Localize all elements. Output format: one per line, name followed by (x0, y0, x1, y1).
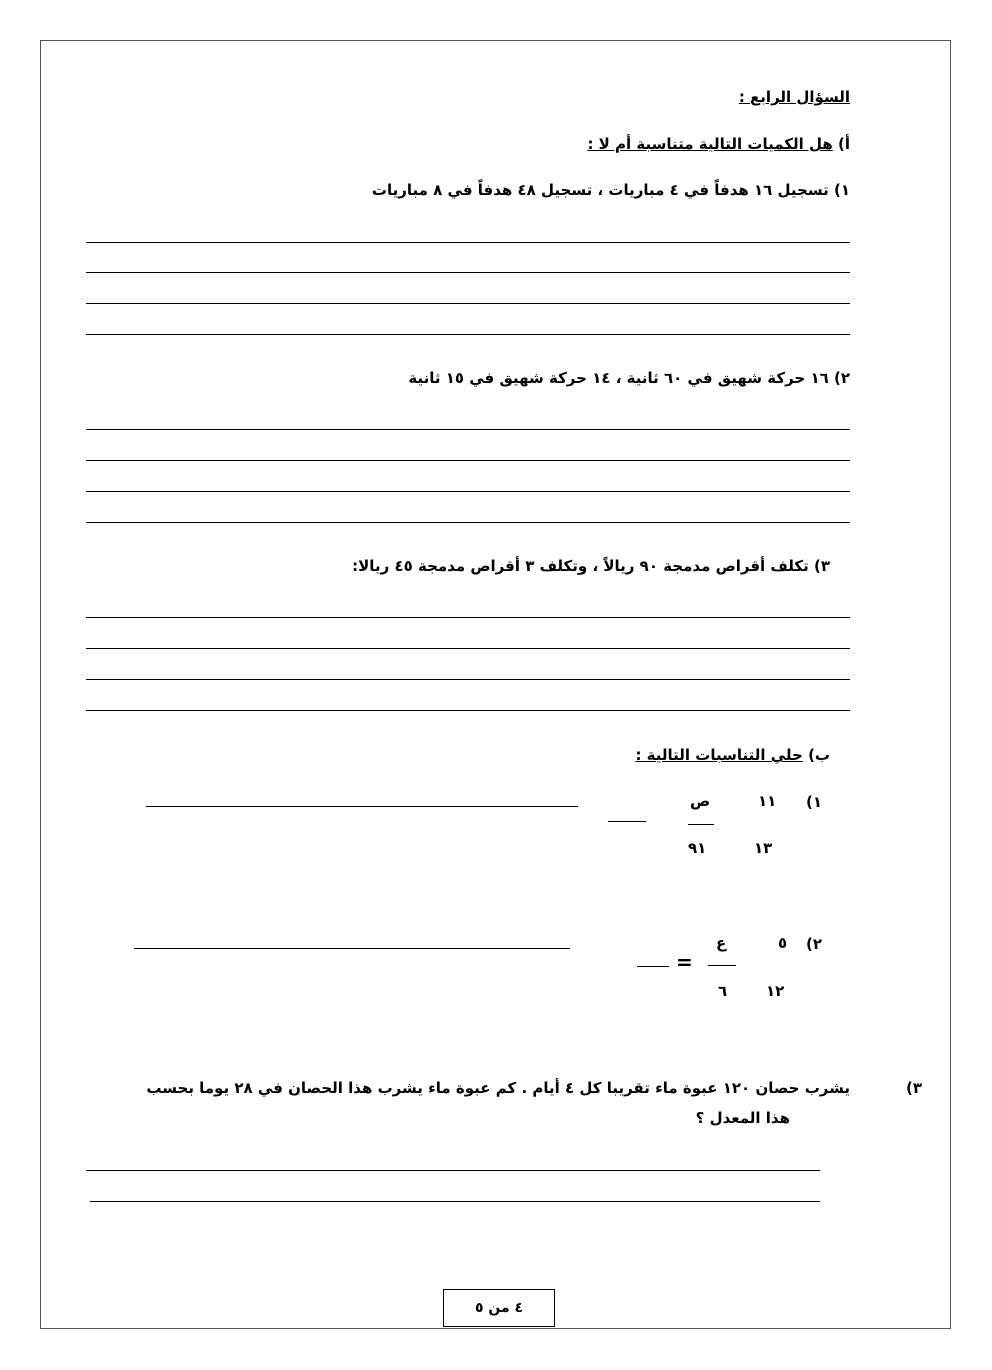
answer-line[interactable] (86, 491, 850, 492)
proportion-1-left-numerator: ١١ (758, 792, 777, 810)
proportion-2-right-numerator: ع (716, 934, 727, 952)
answer-line[interactable] (86, 334, 850, 335)
part-a-item-2: ٢) ١٦ حركة شهيق في ٦٠ ثانية ، ١٤ حركة شهيق في ١٥ ثانية (408, 369, 850, 387)
page-number: ٤ من ٥ (474, 1300, 524, 1316)
part-b-text: حلي التناسبات التالية : (635, 746, 803, 764)
answer-line[interactable] (86, 679, 850, 680)
proportion-1-answer-line[interactable] (146, 806, 578, 807)
question-heading: السؤال الرابع : (738, 88, 850, 106)
proportion-1-right-numerator: ص (690, 792, 711, 810)
answer-line[interactable] (86, 1170, 820, 1171)
proportion-2-equals-blank (637, 966, 669, 967)
answer-line[interactable] (86, 648, 850, 649)
question-3-text-line-2: هذا المعدل ؟ (695, 1109, 790, 1127)
part-a-item-3: ٣) تكلف أقراص مدمجة ٩٠ ريالاً ، وتكلف ٣ أقراص مدمجة ٤٥ ريالا: (352, 557, 830, 575)
proportion-2-left-denominator: ١٢ (766, 982, 785, 1000)
answer-line[interactable] (86, 429, 850, 430)
proportion-2-right-denominator: ٦ (718, 982, 728, 1000)
answer-line[interactable] (86, 303, 850, 304)
answer-line[interactable] (86, 710, 850, 711)
answer-line[interactable] (86, 272, 850, 273)
page-number-box (443, 1289, 555, 1327)
proportion-2-left-numerator: ٥ (778, 934, 788, 952)
proportion-1-left-denominator: ١٣ (754, 839, 773, 857)
proportion-1-fraction-bar (688, 824, 714, 825)
answer-line[interactable] (86, 242, 850, 243)
page-border (40, 40, 951, 1329)
answer-line[interactable] (86, 522, 850, 523)
proportion-2-number: ٢) (805, 935, 822, 953)
proportion-2-equals-sign: = (676, 950, 693, 974)
part-b-label: ب) (808, 746, 830, 764)
part-a-item-1: ١) تسجيل ١٦ هدفاً في ٤ مباريات ، تسجيل ٤٨ هدفاً في ٨ مباريات (371, 181, 850, 199)
answer-line[interactable] (86, 460, 850, 461)
part-a-label: أ) (838, 135, 850, 153)
question-3-number: ٣) (905, 1079, 922, 1097)
part-b-title (635, 745, 830, 765)
proportion-2-fraction-bar (708, 965, 736, 966)
proportion-1-equals-blank (608, 821, 646, 822)
proportion-2-answer-line[interactable] (134, 948, 570, 949)
answer-line[interactable] (86, 617, 850, 618)
proportion-1-number: ١) (805, 793, 822, 811)
part-a-title (587, 134, 850, 154)
proportion-1-right-denominator: ٩١ (688, 839, 707, 857)
question-3-text-line-1: يشرب حصان ١٢٠ عبوة ماء تقريبا كل ٤ أيام . كم عبوة ماء يشرب هذا الحصان في ٢٨ يوما بحسب (146, 1079, 850, 1097)
answer-line[interactable] (90, 1201, 820, 1202)
part-a-text: هل الكميات التالية متناسبة أم لا : (587, 135, 833, 153)
